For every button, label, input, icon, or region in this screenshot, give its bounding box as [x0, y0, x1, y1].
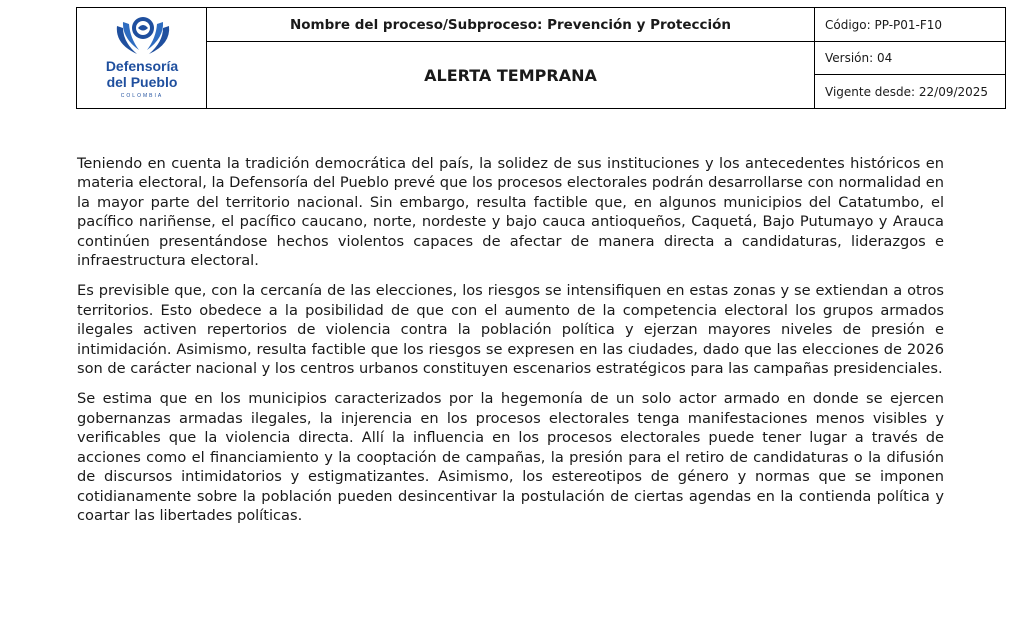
hands-emblem-icon	[77, 8, 207, 60]
document-header-table	[76, 7, 1006, 109]
document-version: Versión: 04	[815, 42, 1005, 75]
document-body	[77, 154, 944, 536]
body-paragraph: Se estima que en los municipios caracterizados por la hegemonía de un solo actor armado en donde se ejercen gobernanzas armadas ilegales, la injerencia en los procesos electorales tenga manifestaciones menos visibles y verificables que la violencia directa. Allí la influencia en los procesos electorales puede tener lugar a través de acciones como el financiamiento y la cooptación de campañas, la presión para el retiro de candidaturas o la difusión de discursos intimidatorios y estigmatizantes. Asimismo, los estereotipos de género y normas que se imponen cotidianamente sobre la población pueden desincentivar la postulación de ciertas agendas en la contienda política y coartar las libertades políticas.	[77, 390, 944, 524]
logo-text-line1: Defensoría	[105, 58, 179, 74]
document-code: Código: PP-P01-F10	[815, 8, 1005, 42]
defensoria-logo	[77, 8, 207, 108]
document-title: ALERTA TEMPRANA	[207, 42, 815, 108]
process-name: Nombre del proceso/Subproceso: Prevención y Protección	[207, 8, 815, 42]
logo-cell	[77, 8, 207, 108]
body-paragraph: Es previsible que, con la cercanía de las elecciones, los riesgos se intensifiquen en estas zonas y se extiendan a otros territorios. Esto obedece a la posibilidad de que con el aumento de la competencia electoral los grupos armados ilegales activen repertorios de violencia contra la población política y ejerzan mayores niveles de presión e intimidación. Asimismo, resulta factible que los riesgos se expresen en las ciudades, dado que las elecciones de 2026 son de carácter nacional y los centros urbanos constituyen escenarios estratégicos para las campañas presidenciales.	[77, 282, 944, 378]
logo-text-country: COLOMBIA	[120, 93, 164, 99]
logo-text-line2: del Pueblo	[106, 74, 178, 90]
body-paragraph: Teniendo en cuenta la tradición democrática del país, la solidez de sus instituciones y los antecedentes históricos en materia electoral, la Defensoría del Pueblo prevé que los procesos electorales podrán desarrollarse con normalidad en la mayor parte del territorio nacional. Sin embargo, resulta factible que, en algunos municipios del Catatumbo, el pacífico nariñense, el pacífico caucano, norte, nordeste y bajo cauca antioqueños, Caquetá, Bajo Putumayo y Arauca continúen presentándose hechos violentos capaces de afectar de manera directa a candidaturas, liderazgos e infraestructura electoral.	[77, 155, 944, 270]
valid-from-date: Vigente desde: 22/09/2025	[825, 84, 989, 99]
